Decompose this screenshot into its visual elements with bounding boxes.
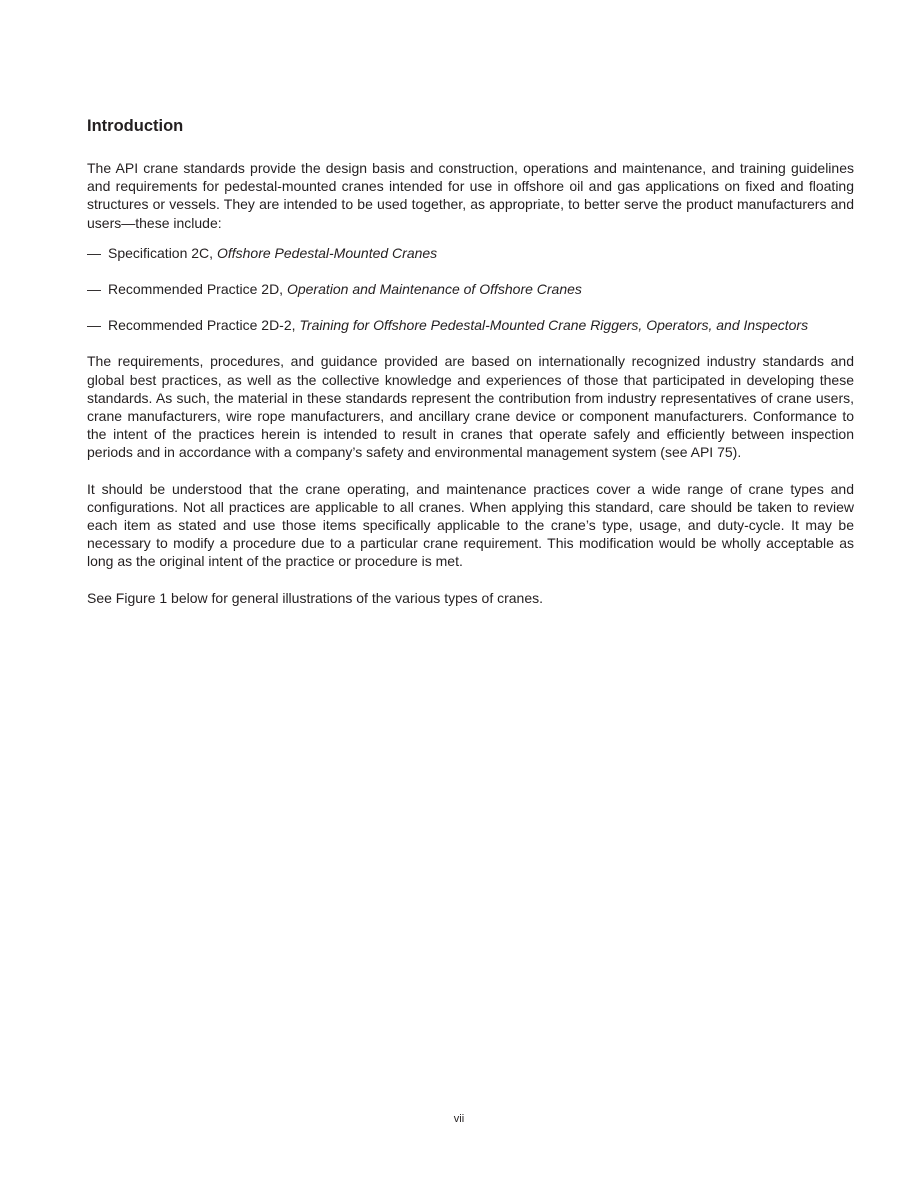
list-item-prefix: Recommended Practice 2D-2, (108, 317, 300, 334)
see-figure-paragraph: See Figure 1 below for general illustrations of the various types of cranes. (87, 589, 544, 606)
list-item-title: Offshore Pedestal-Mounted Cranes (216, 244, 438, 261)
list-item (87, 280, 854, 298)
understood-paragraph: It should be understood that the crane operating, and maintenance practices cover a wide range of crane types and configurations. Not all practices are applicable to all cranes. When applying this standard, care should be taken to review each item as stated and use those items specifically applicable to the crane’s type, usage, and duty-cycle. It may be necessary to modify a procedure due to a particular crane requirement. This modification would be wholly acceptable as long as the original intent of the practice or procedure is met. (87, 480, 854, 570)
document-page (87, 115, 854, 607)
page-number: vii (453, 1113, 465, 1125)
list-item (87, 244, 854, 262)
intro-paragraph: The API crane standards provide the design basis and construction, operations and maintenance, and training guidelines and requirements for pedestal-mounted cranes intended for use in offshore oil and gas applications on fixed and floating structures or vessels. They are intended to be used together, as appropriate, to better serve the product manufacturers and users—these include: (87, 160, 854, 231)
requirements-paragraph: The requirements, procedures, and guidance provided are based on internationally recognized industry standards and global best practices, as well as the collective knowledge and experiences of those that participated in developing these standards. As such, the material in these standards represent the contribution from industry representatives of crane users, crane manufacturers, wire rope manufacturers, and ancillary crane device or component manufacturers. Conformance to the intent of the practices herein is intended to result in cranes that operate safely and efficiently between inspection periods and in accordance with a company’s safety and environmental management system (see API 75). (87, 353, 854, 461)
list-item-title: Training for Offshore Pedestal-Mounted Crane Riggers, Operators, and Inspectors (299, 317, 809, 334)
list-dash: — (87, 281, 101, 298)
list-dash: — (87, 317, 101, 334)
standards-list (87, 244, 854, 335)
list-item-title: Operation and Maintenance of Offshore Cranes (286, 281, 582, 298)
list-dash: — (87, 244, 101, 261)
list-item (87, 316, 854, 334)
section-heading: Introduction (87, 117, 184, 135)
list-item-prefix: Recommended Practice 2D, (108, 281, 287, 298)
list-item-prefix: Specification 2C, (108, 244, 217, 261)
